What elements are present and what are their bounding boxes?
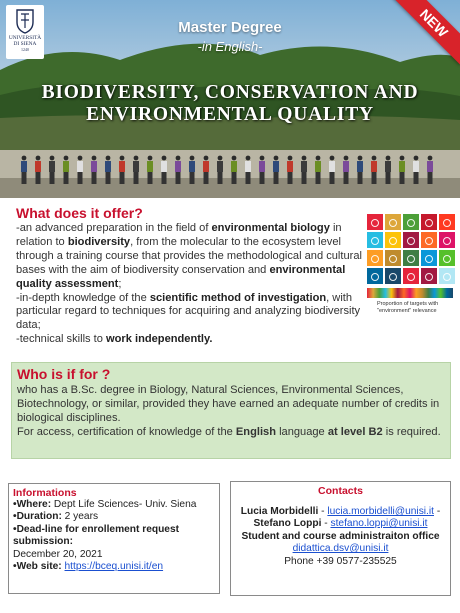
- person-figure: [358, 156, 363, 161]
- sdg-tile: [367, 250, 383, 266]
- person-figure: [64, 156, 69, 161]
- person-figure: [162, 172, 167, 184]
- person-figure: [386, 172, 391, 184]
- person-figure: [148, 156, 153, 161]
- person-figure: [344, 172, 349, 184]
- offer-heading: What does it offer?: [16, 205, 143, 221]
- sdg-tile: [385, 250, 401, 266]
- sdg-tile: [403, 214, 419, 230]
- eligibility-text: who has a B.Sc. degree in Biology, Natural Sciences, Environmental Sciences, Biotechnology, or similar, provided they have earned an adequate number of credits in biological disciplines. For access, certification of knowledge of the English language at level B2 is required.: [17, 384, 441, 438]
- person-figure: [204, 172, 209, 184]
- contact-person-2: Stefano Loppi - stefano.loppi@unisi.it: [253, 518, 428, 530]
- person-figure: [106, 172, 111, 184]
- person-figure: [175, 161, 181, 172]
- person-figure: [301, 161, 307, 172]
- person-figure: [50, 156, 55, 161]
- person-figure: [218, 156, 223, 161]
- person-figure: [49, 161, 55, 172]
- sdg-tile: [421, 232, 437, 248]
- info-website: •Web site: https://bceq.unisi.it/en: [13, 561, 164, 573]
- person-figure: [78, 172, 83, 184]
- person-figure: [414, 156, 419, 161]
- person-figure: [64, 172, 69, 184]
- eligibility-panel: [11, 362, 451, 459]
- person-figure: [78, 156, 83, 161]
- person-figure: [287, 161, 293, 172]
- info-box: [8, 483, 220, 594]
- person-figure: [232, 156, 237, 161]
- email-link-loppi[interactable]: stefano.loppi@unisi.it: [330, 518, 428, 530]
- person-figure: [246, 172, 251, 184]
- person-figure: [413, 161, 419, 172]
- person-figure: [302, 172, 307, 184]
- person-figure: [35, 161, 41, 172]
- eligibility-heading: Who is if for ?: [17, 366, 111, 382]
- sdg-caption: Proportion of targets with "environment" relevance: [377, 301, 439, 314]
- person-figure: [63, 161, 69, 172]
- person-figure: [273, 161, 279, 172]
- person-figure: [147, 161, 153, 172]
- info-heading: Informations: [13, 487, 77, 499]
- person-figure: [190, 172, 195, 184]
- person-figure: [372, 156, 377, 161]
- person-figure: [176, 172, 181, 184]
- person-figure: [245, 161, 251, 172]
- person-figure: [399, 161, 405, 172]
- contacts-box: [230, 481, 451, 596]
- person-figure: [329, 161, 335, 172]
- new-badge: NEW: [392, 0, 460, 65]
- person-figure: [400, 156, 405, 161]
- person-figure: [189, 161, 195, 172]
- person-figure: [288, 156, 293, 161]
- person-figure: [274, 156, 279, 161]
- person-figure: [106, 156, 111, 161]
- offer-point-3: -technical skills to work independently.: [16, 333, 213, 346]
- sdg-tile: [421, 268, 437, 284]
- person-figure: [357, 161, 363, 172]
- person-figure: [21, 161, 27, 172]
- university-name: UNIVERSITÀ DI SIENA: [8, 35, 42, 47]
- info-deadline-label: •Dead-line for enrollement request submission:: [13, 523, 180, 548]
- person-figure: [316, 172, 321, 184]
- sdg-tile: [421, 250, 437, 266]
- person-figure: [315, 161, 321, 172]
- contact-person-1: Lucia Morbidelli - lucia.morbidelli@unisi.it -: [240, 506, 441, 517]
- sdg-goals-graphic: [367, 214, 457, 314]
- university-logo: [6, 5, 44, 59]
- person-figure: [400, 172, 405, 184]
- person-figure: [190, 156, 195, 161]
- person-figure: [385, 161, 391, 172]
- person-figure: [50, 172, 55, 184]
- person-figure: [386, 156, 391, 161]
- person-figure: [161, 161, 167, 172]
- person-figure: [119, 161, 125, 172]
- sdg-tile: [385, 232, 401, 248]
- person-figure: [330, 172, 335, 184]
- person-figure: [414, 172, 419, 184]
- person-figure: [134, 156, 139, 161]
- contact-phone: Phone +39 0577-235525: [284, 555, 397, 567]
- sdg-tile: [421, 214, 437, 230]
- person-figure: [371, 161, 377, 172]
- sdg-tile: [439, 268, 455, 284]
- person-figure: [217, 161, 223, 172]
- person-figure: [120, 156, 125, 161]
- contacts-heading: Contacts: [318, 485, 363, 497]
- person-figure: [330, 156, 335, 161]
- person-figure: [260, 172, 265, 184]
- person-figure: [133, 161, 139, 172]
- email-link-office[interactable]: didattica.dsv@unisi.it: [292, 543, 389, 555]
- sdg-tile: [403, 232, 419, 248]
- person-figure: [176, 156, 181, 161]
- program-title-line2: ENVIRONMENTAL QUALITY: [86, 104, 374, 125]
- person-figure: [218, 172, 223, 184]
- person-figure: [36, 172, 41, 184]
- person-figure: [427, 161, 433, 172]
- university-seal-icon: [15, 8, 35, 34]
- offer-text: [16, 222, 366, 347]
- person-figure: [344, 156, 349, 161]
- offer-point-2: -in-depth knowledge of the scientific method of investigation, with particular regard to techniques for acquiring and analyzing biodiversity data;: [16, 291, 361, 332]
- sdg-tile: [439, 214, 455, 230]
- website-link[interactable]: https://bceq.unisi.it/en: [64, 561, 164, 573]
- sdg-tile: [367, 232, 383, 248]
- person-figure: [343, 161, 349, 172]
- info-deadline-value: December 20, 2021: [13, 548, 103, 560]
- person-figure: [134, 172, 139, 184]
- person-figure: [428, 172, 433, 184]
- person-figure: [259, 161, 265, 172]
- person-figure: [231, 161, 237, 172]
- university-year: 1240: [21, 47, 29, 52]
- person-figure: [302, 156, 307, 161]
- sdg-tile: [385, 214, 401, 230]
- person-figure: [120, 172, 125, 184]
- person-figure: [316, 156, 321, 161]
- program-title-line1: BIODIVERSITY, CONSERVATION AND: [41, 82, 419, 103]
- sdg-tile-grid: [367, 214, 457, 284]
- sdg-tile: [403, 250, 419, 266]
- person-figure: [288, 172, 293, 184]
- person-figure: [148, 172, 153, 184]
- person-figure: [274, 172, 279, 184]
- person-figure: [92, 156, 97, 161]
- sdg-tile: [439, 232, 455, 248]
- sdg-tile: [403, 268, 419, 284]
- person-figure: [91, 161, 97, 172]
- degree-label: Master Degree: [178, 19, 282, 36]
- sdg-tile: [367, 214, 383, 230]
- person-figure: [358, 172, 363, 184]
- person-figure: [428, 156, 433, 161]
- info-where: •Where: Dept Life Sciences- Univ. Siena: [13, 499, 197, 510]
- office-label: Student and course administraiton office: [241, 530, 440, 542]
- person-figure: [77, 161, 83, 172]
- info-duration: •Duration: 2 years: [13, 511, 99, 523]
- sdg-tile: [385, 268, 401, 284]
- offer-point-1: -an advanced preparation in the field of environmental biology in relation to biodiversity, from the molecular to the ecosystem level through a training course that provides the methodological and cultural bases with the aim of biodiversity conservation and environmental quality assessment;: [16, 222, 362, 290]
- email-link-morbidelli[interactable]: lucia.morbidelli@unisi.it: [327, 506, 434, 517]
- sdg-relevance-bar: [367, 288, 453, 298]
- person-figure: [22, 156, 27, 161]
- sdg-tile: [367, 268, 383, 284]
- person-figure: [232, 172, 237, 184]
- person-figure: [372, 172, 377, 184]
- person-figure: [105, 161, 111, 172]
- person-figure: [246, 156, 251, 161]
- person-figure: [203, 161, 209, 172]
- person-figure: [36, 156, 41, 161]
- person-figure: [92, 172, 97, 184]
- person-figure: [260, 156, 265, 161]
- person-figure: [162, 156, 167, 161]
- person-figure: [22, 172, 27, 184]
- hero-banner: [0, 0, 460, 198]
- person-figure: [204, 156, 209, 161]
- sdg-tile: [439, 250, 455, 266]
- language-label: -in English-: [197, 39, 263, 54]
- office-email: [231, 543, 450, 555]
